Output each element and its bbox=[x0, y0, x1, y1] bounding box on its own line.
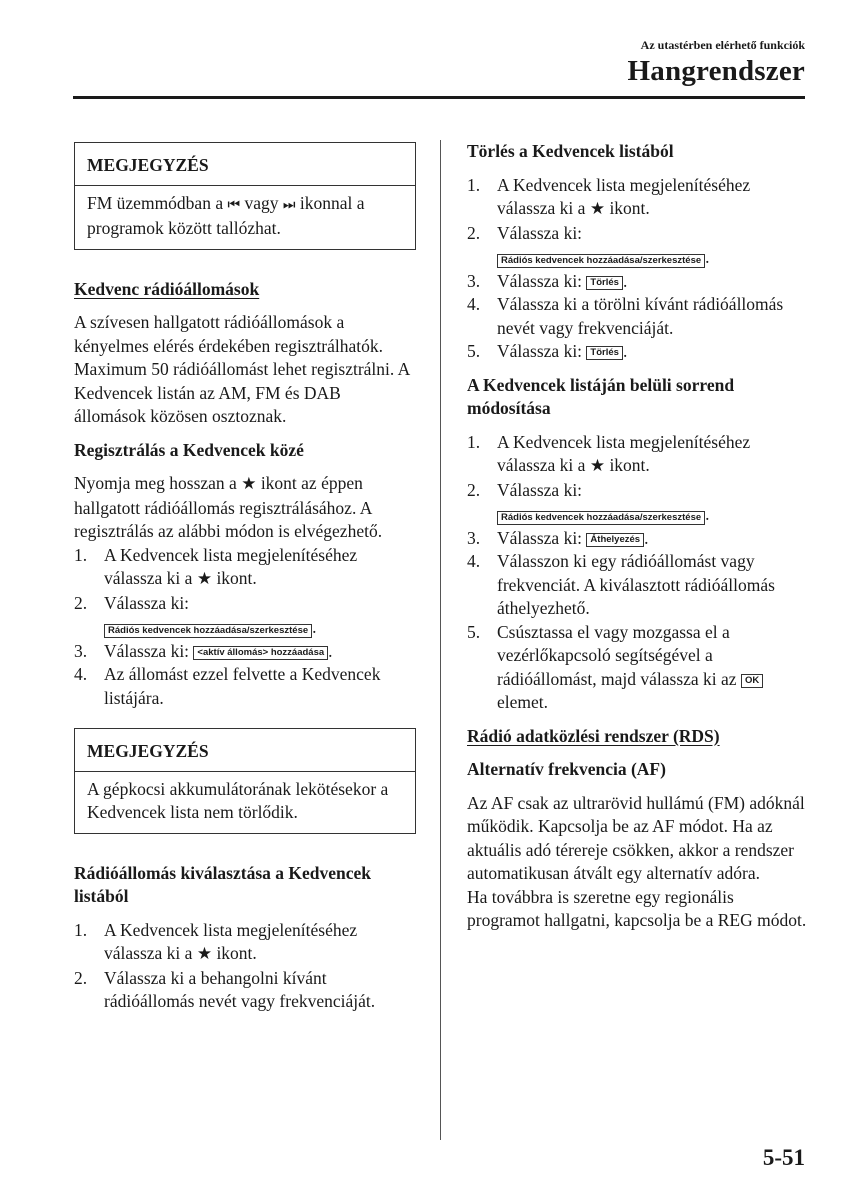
button-label-add-edit-favorites: Rádiós kedvencek hozzáadása/szerkesztése bbox=[104, 624, 312, 638]
step-number: 2. bbox=[467, 479, 481, 500]
list-item bbox=[467, 270, 809, 294]
step-text: Válassza ki: bbox=[497, 222, 583, 243]
star-icon: ★ bbox=[589, 199, 606, 219]
step-text: elemet. bbox=[497, 692, 549, 712]
step-text: A Kedvencek lista megjelenítéséhez válassza ki a bbox=[497, 174, 751, 218]
list-item bbox=[467, 550, 809, 621]
note-box-battery bbox=[74, 728, 416, 834]
step-number: 4. bbox=[74, 664, 88, 684]
delete-steps bbox=[467, 174, 809, 364]
note-heading: MEGJEGYZÉS bbox=[75, 729, 415, 772]
list-item bbox=[74, 663, 416, 710]
skip-forward-icon: ⏭ bbox=[282, 196, 296, 213]
register-steps bbox=[74, 544, 416, 711]
button-label-add-edit-favorites: Rádiós kedvencek hozzáadása/szerkesztése bbox=[497, 254, 705, 268]
step-text: . bbox=[312, 617, 317, 637]
step-text: A Kedvencek lista megjelenítéséhez válassza ki a bbox=[104, 544, 358, 588]
button-label-move: Áthelyezés bbox=[586, 533, 644, 547]
star-icon: ★ bbox=[241, 474, 257, 494]
step-text: Válassza ki: bbox=[497, 527, 583, 548]
step-text: Válassza ki: bbox=[104, 640, 190, 661]
step-number: 1. bbox=[467, 431, 481, 452]
list-item bbox=[74, 967, 416, 1014]
step-text: ikont. bbox=[609, 455, 650, 475]
step-text: Válassza ki: bbox=[497, 341, 583, 361]
list-item bbox=[467, 527, 809, 551]
button-label-add-edit-favorites: Rádiós kedvencek hozzáadása/szerkesztése bbox=[497, 511, 705, 525]
list-item bbox=[467, 479, 809, 527]
left-column bbox=[74, 132, 416, 1014]
step-number: 5. bbox=[467, 341, 481, 361]
step-text: . bbox=[705, 247, 710, 267]
button-label-delete: Törlés bbox=[586, 346, 623, 360]
step-number: 3. bbox=[467, 527, 481, 548]
button-label-ok: OK bbox=[741, 674, 763, 688]
step-text: Válassza ki: bbox=[104, 592, 190, 613]
step-number: 3. bbox=[74, 640, 88, 661]
button-label-add-active-station: <aktív állomás> hozzáadása bbox=[193, 646, 328, 660]
note-text: ikonnal a programok között tallózhat. bbox=[87, 192, 365, 238]
list-item bbox=[74, 640, 416, 664]
step-number: 2. bbox=[467, 222, 481, 243]
section-heading-favorites: Kedvenc rádióállomások bbox=[74, 278, 260, 299]
column-divider bbox=[440, 140, 441, 1140]
star-icon: ★ bbox=[196, 569, 213, 589]
page-number: 5-51 bbox=[762, 1145, 805, 1170]
step-text: . bbox=[644, 527, 649, 548]
step-text: A Kedvencek lista megjelenítéséhez válassza ki a bbox=[497, 431, 751, 475]
subheading-select-station: Rádióállomás kiválasztása a Kedvencek listából bbox=[74, 862, 372, 906]
step-text: Válassza ki a behangolni kívánt rádióállomás nevét vagy frekvenciáját. bbox=[104, 967, 376, 1011]
step-text: Csúsztassa el vagy mozgassa el a vezérlőkapcsoló segítségével a rádióállomást, majd válassza ki az bbox=[497, 621, 737, 689]
reorder-steps bbox=[467, 431, 809, 715]
list-item bbox=[74, 544, 416, 592]
note-text: FM üzemmódban a bbox=[87, 192, 224, 213]
note-body: A gépkocsi akkumulátorának lekötésekor a Kedvencek lista nem törlődik. bbox=[87, 778, 389, 822]
note-box-fm bbox=[74, 142, 416, 250]
paragraph-text: Nyomja meg hosszan a bbox=[74, 473, 237, 493]
subheading-register: Regisztrálás a Kedvencek közé bbox=[74, 439, 304, 460]
step-number: 3. bbox=[467, 270, 481, 291]
star-icon: ★ bbox=[589, 456, 606, 476]
step-text: Válasszon ki egy rádióállomást vagy frekvenciát. A kiválasztott rádióállomás áthelyezhető. bbox=[497, 551, 775, 618]
step-text: A Kedvencek lista megjelenítéséhez válassza ki a bbox=[104, 919, 358, 963]
step-number: 4. bbox=[467, 551, 481, 571]
favorites-paragraph: A szívesen hallgatott rádióállomások a kényelmes elérés érdekében regisztrálhatók. Maximum 50 rádióállomást lehet regisztrálni. A Kedvencek listán az AM, FM és DAB állomások közösen osztoznak. bbox=[74, 312, 410, 426]
list-item bbox=[467, 621, 809, 715]
list-item bbox=[467, 174, 809, 222]
list-item bbox=[467, 431, 809, 479]
step-text: Válassza ki a törölni kívánt rádióállomás nevét vagy frekvenciáját. bbox=[497, 294, 784, 338]
step-text: ikont. bbox=[216, 943, 257, 963]
skip-back-icon: ⏮ bbox=[227, 196, 241, 213]
register-paragraph bbox=[74, 472, 416, 544]
step-number: 1. bbox=[74, 919, 88, 940]
star-icon: ★ bbox=[196, 944, 213, 964]
list-item bbox=[74, 919, 416, 967]
step-number: 4. bbox=[467, 294, 481, 314]
step-number: 1. bbox=[467, 174, 481, 195]
subheading-af: Alternatív frekvencia (AF) bbox=[467, 759, 666, 779]
step-text: . bbox=[328, 640, 333, 661]
step-number: 5. bbox=[467, 621, 481, 642]
right-column bbox=[467, 140, 809, 933]
page-title: Hangrendszer bbox=[627, 55, 805, 87]
step-text: . bbox=[622, 270, 628, 291]
select-steps bbox=[74, 919, 416, 1014]
step-text: Az állomást ezzel felvette a Kedvencek listájára. bbox=[104, 664, 381, 708]
subheading-delete: Törlés a Kedvencek listából bbox=[467, 141, 674, 161]
af-paragraph: Az AF csak az ultrarövid hullámú (FM) adóknál működik. Kapcsolja be az AF módot. Ha az aktuális adó térereje csökken, akkor a rendszer automatikusan átvált egy alternatív adóra. bbox=[467, 792, 805, 883]
paragraph-text: ikont az éppen hallgatott rádióállomás regisztrálásához. A regisztrálás az alábbi módon is elvégezhető. bbox=[74, 473, 383, 541]
step-text: Válassza ki: bbox=[497, 479, 583, 500]
list-item bbox=[467, 340, 809, 364]
note-heading: MEGJEGYZÉS bbox=[75, 143, 415, 186]
list-item bbox=[467, 293, 809, 340]
header-rule bbox=[73, 96, 805, 99]
section-subtitle: Az utastérben elérhető funkciók bbox=[640, 38, 805, 52]
reg-paragraph: Ha továbbra is szeretne egy regionális programot hallgatni, kapcsolja be a REG módot. bbox=[467, 886, 807, 930]
step-number: 1. bbox=[74, 544, 88, 565]
step-text: . bbox=[705, 504, 710, 524]
step-text: . bbox=[622, 341, 628, 361]
list-item bbox=[74, 592, 416, 640]
step-number: 2. bbox=[74, 592, 88, 613]
section-heading-rds: Rádió adatközlési rendszer (RDS) bbox=[467, 725, 720, 746]
step-text: ikont. bbox=[216, 568, 257, 588]
subheading-reorder: A Kedvencek listáján belüli sorrend módosítása bbox=[467, 374, 735, 418]
step-text: ikont. bbox=[609, 198, 650, 218]
step-text: Válassza ki: bbox=[497, 270, 583, 291]
note-text: vagy bbox=[244, 192, 279, 213]
button-label-delete: Törlés bbox=[586, 276, 623, 290]
list-item bbox=[467, 222, 809, 270]
note-body bbox=[75, 186, 415, 249]
step-number: 2. bbox=[74, 967, 88, 988]
